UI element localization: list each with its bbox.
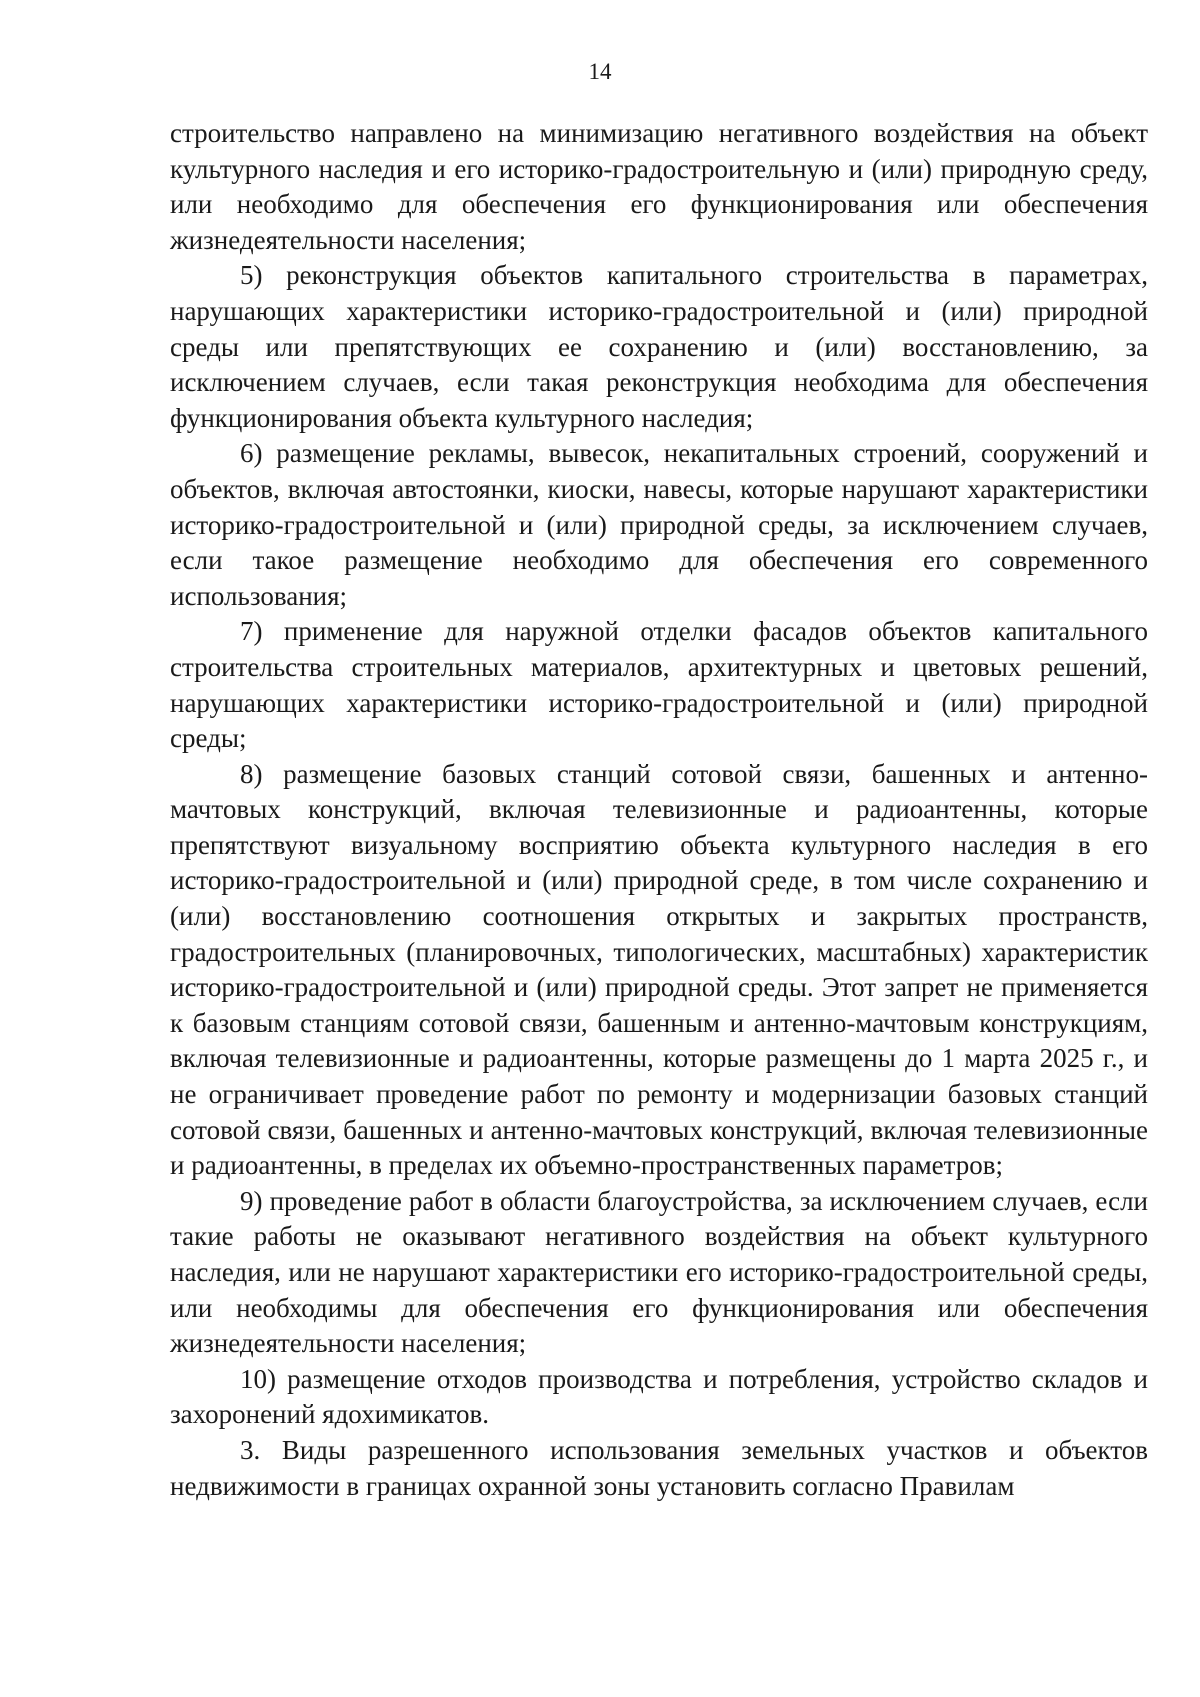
paragraph-continuation: строительство направлено на минимизацию негативного воздействия на объект культурного наследия и его историко-градостроительную и (или) природную среду, или необходимо для обеспечения его функционирования или обеспечения жизнедеятельности населения; — [170, 118, 1148, 255]
paragraph-item-9: 9) проведение работ в области благоустройства, за исключением случаев, если такие работы не оказывают негативного воздействия на объект культурного наследия, или не нарушают характеристики его историко-градостроительной среды, или необходимы для обеспечения его функционирования или обеспечения жизнедеятельности населения; — [170, 1185, 1148, 1359]
paragraph-item-10: 10) размещение отходов производства и потребления, устройство складов и захоронений ядохимикатов. — [170, 1363, 1148, 1430]
page-number: 14 — [588, 59, 612, 84]
paragraph-item-6: 6) размещение рекламы, вывесок, некапитальных строений, сооружений и объектов, включая автостоянки, киоски, навесы, которые нарушают характеристики историко-градостроительной и (или) природной среды, за исключением случаев, если такое размещение необходимо для обеспечения его современного использования; — [170, 438, 1148, 611]
paragraph-item-5: 5) реконструкция объектов капитального строительства в параметрах, нарушающих характеристики историко-градостроительной и (или) природной среды или препятствующих ее сохранению и (или) восстановлению, за исключением случаев, если такая реконструкция необходима для обеспечения функционирования объекта культурного наследия; — [170, 260, 1148, 433]
paragraph-item-8: 8) размещение базовых станций сотовой связи, башенных и антенно-мачтовых конструкций, включая телевизионные и радиоантенны, которые препятствуют визуальному восприятию объекта культурного наследия в его историко-градостроительной и (или) природной среде, в том числе сохранению и (или) восстановлению соотношения открытых и закрытых пространств, градостроительных (планировочных, типологических, масштабных) характеристик историко-градостроительной и (или) природной среды. Этот запрет не применяется к базовым станциям сотовой связи, башенным и антенно-мачтовым конструкциям, включая телевизионные и радиоантенны, которые размещены до 1 марта 2025 г., и не ограничивает проведение работ по ремонту и модернизации базовых станций сотовой связи, башенных и антенно-мачтовых конструкций, включая телевизионные и радиоантенны, в пределах их объемно-пространственных параметров; — [170, 758, 1148, 1181]
document-body — [170, 116, 1148, 1504]
paragraph-item-7: 7) применение для наружной отделки фасадов объектов капитального строительства строительных материалов, архитектурных и цветовых решений, нарушающих характеристики историко-градостроительной и (или) природной среды; — [170, 616, 1148, 754]
paragraph-section-3: 3. Виды разрешенного использования земельных участков и объектов недвижимости в границах охранной зоны установить согласно Правилам — [170, 1434, 1148, 1501]
